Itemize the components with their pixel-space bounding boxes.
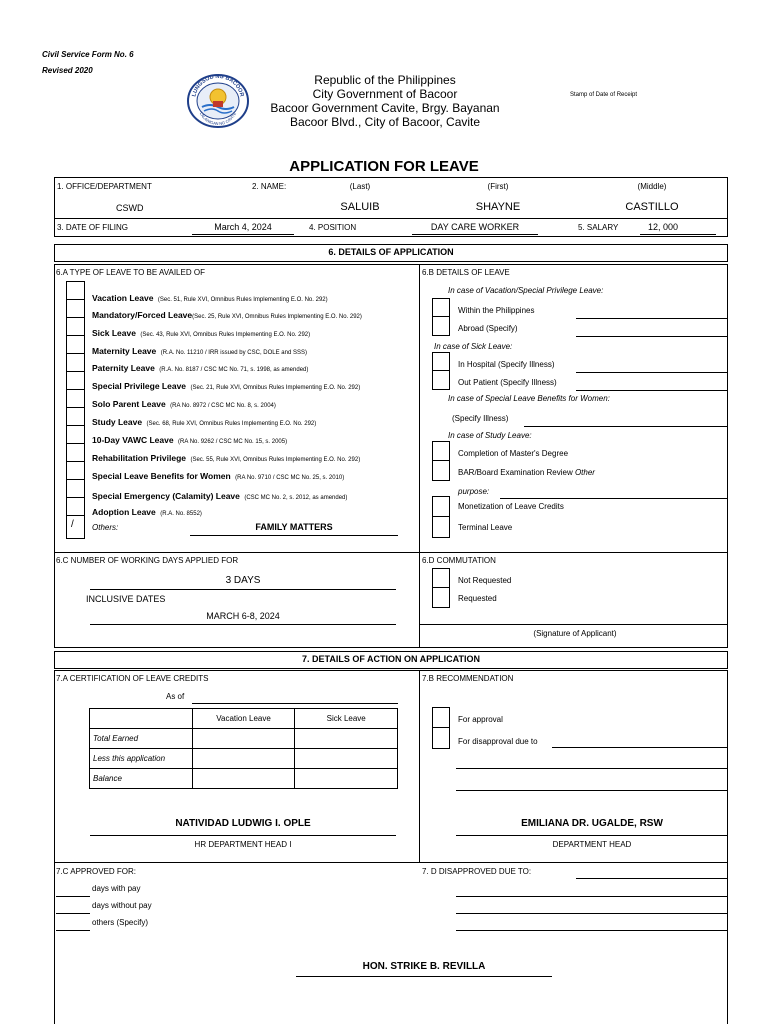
for-disapproval-label: For disapproval due to	[458, 737, 538, 746]
row-label-balance: Balance	[90, 769, 193, 789]
vacation-heading: In case of Vacation/Special Privilege Leave:	[448, 286, 604, 295]
leave-type-item: Mandatory/Forced Leave(Sec. 25, Rule XVI, Omnibus Rules Implementing E.O. No. 292)	[92, 310, 362, 320]
section6-title: 6. DETAILS OF APPLICATION	[328, 247, 454, 257]
location-checkbox-group[interactable]	[432, 298, 450, 336]
leave-type-checkbox[interactable]	[67, 282, 84, 300]
salary-value: 12, 000	[648, 222, 679, 232]
leave-type-checkbox[interactable]	[67, 354, 84, 372]
leave-credits-table	[89, 708, 398, 789]
table-cell[interactable]	[192, 729, 295, 749]
disapproval-line	[552, 747, 728, 748]
table-cell[interactable]	[192, 749, 295, 769]
leave-type-item: Special Leave Benefits for Women (RA No. 9710 / CSC MC No. 25, s. 2010)	[92, 471, 345, 481]
recommendation-label: 7.B RECOMMENDATION	[422, 674, 514, 683]
masters-checkbox[interactable]	[433, 442, 449, 461]
others-specify-label: others (Specify)	[92, 918, 149, 927]
position-label: 4. POSITION	[309, 223, 357, 232]
seal-text-bottom: LALAWIGAN NG CAVITE	[198, 111, 238, 127]
bar-review-checkbox[interactable]	[433, 461, 449, 480]
seal-text-top: LUNGSOD NG BACOOR	[191, 73, 245, 98]
last-name-label: (Last)	[349, 182, 371, 191]
salary-underline	[640, 234, 716, 235]
for-approval-checkbox[interactable]	[433, 708, 449, 728]
salary-label: 5. SALARY	[578, 223, 619, 232]
leave-type-checkbox[interactable]	[67, 372, 84, 390]
women-line	[524, 426, 728, 427]
purpose-label: purpose:	[458, 487, 490, 496]
for-disapproval-checkbox[interactable]	[433, 728, 449, 748]
mayor-name: HON. STRIKE B. REVILLA	[362, 961, 486, 972]
purpose-checkbox-group[interactable]	[432, 496, 450, 538]
government-header	[255, 73, 515, 129]
leave-type-checkbox[interactable]	[67, 336, 84, 354]
gov-line-3: Bacoor Government Cavite, Brgy. Bayanan	[270, 101, 500, 115]
leave-type-item: Vacation Leave (Sec. 51, Rule XVI, Omnibus Rules Implementing E.O. No. 292)	[92, 293, 328, 303]
disapproved-line-4	[456, 930, 728, 931]
leave-type-item: Special Privilege Leave (Sec. 21, Rule XVI, Omnibus Rules Implementing E.O. No. 292)	[92, 381, 361, 391]
sick-leave-header: Sick Leave	[295, 709, 398, 729]
table-row	[90, 769, 398, 789]
not-requested-label: Not Requested	[458, 576, 512, 585]
leave-credits-label: 7.A CERTIFICATION OF LEAVE CREDITS	[56, 674, 209, 683]
stamp-label: Stamp of Date of Receipt	[570, 92, 638, 98]
office-value: CSWD	[116, 203, 144, 213]
city-seal-logo	[186, 73, 250, 129]
requested-checkbox[interactable]	[433, 588, 449, 607]
leave-type-checkbox[interactable]	[67, 408, 84, 426]
form-number: Civil Service Form No. 6	[42, 50, 134, 59]
section6-row-divider	[54, 552, 728, 553]
monetization-label: Monetization of Leave Credits	[458, 502, 564, 511]
specify-illness-label: (Specify Illness)	[452, 414, 509, 423]
requested-label: Requested	[458, 594, 497, 603]
hospital-line	[576, 372, 728, 373]
leave-type-item: Special Emergency (Calamity) Leave (CSC MC No. 2, s. 2012, as amended)	[92, 491, 348, 501]
table-cell[interactable]	[295, 729, 398, 749]
hr-signature-line	[90, 835, 396, 836]
days-with-pay-label: days with pay	[92, 884, 141, 893]
disapproved-line-1	[576, 878, 728, 879]
out-patient-checkbox[interactable]	[433, 371, 449, 389]
others-checkmark: /	[71, 519, 74, 530]
inclusive-dates-underline	[90, 624, 396, 625]
leave-type-item: Adoption Leave (R.A. No. 8552)	[92, 507, 202, 517]
leave-type-item: Paternity Leave (R.A. No. 8187 / CSC MC No. 71, s. 1998, as amended)	[92, 363, 309, 373]
disapproved-due-to-label: 7. D DISAPPROVED DUE TO:	[422, 867, 532, 876]
mayor-signature-line	[296, 976, 552, 977]
monetization-checkbox[interactable]	[433, 497, 449, 517]
leave-type-item: 10-Day VAWC Leave (RA No. 9262 / CSC MC No. 15, s. 2005)	[92, 435, 288, 445]
section7-row-divider	[54, 862, 728, 863]
working-days-underline	[90, 589, 396, 590]
signature-divider	[419, 624, 728, 625]
others-underline	[190, 535, 398, 536]
office-label: 1. OFFICE/DEPARTMENT	[57, 182, 152, 191]
days-with-pay-line[interactable]	[56, 896, 90, 897]
disapproved-line-3	[456, 913, 728, 914]
terminal-leave-checkbox[interactable]	[433, 517, 449, 537]
department-head-name: EMILIANA DR. UGALDE, RSW	[521, 818, 663, 829]
masters-label: Completion of Master's Degree	[458, 449, 569, 458]
outpatient-line	[576, 390, 728, 391]
abroad-line	[576, 336, 728, 337]
disapproval-line-2	[456, 768, 728, 769]
inclusive-dates-value[interactable]: MARCH 6-8, 2024	[206, 611, 280, 621]
recommendation-checkbox-group[interactable]	[432, 707, 450, 749]
for-approval-label: For approval	[458, 715, 503, 724]
date-of-filing-value: March 4, 2024	[214, 222, 272, 232]
details-of-leave-label: 6.B DETAILS OF LEAVE	[422, 268, 510, 277]
disapproved-line-2	[456, 896, 728, 897]
hr-head-title: HR DEPARTMENT HEAD I	[194, 840, 292, 849]
table-row	[90, 749, 398, 769]
leave-type-checkbox[interactable]	[67, 300, 84, 318]
table-cell[interactable]	[192, 769, 295, 789]
disapproval-line-3	[456, 790, 728, 791]
form-revision: Revised 2020	[42, 66, 93, 75]
abroad-label: Abroad (Specify)	[458, 324, 518, 333]
out-patient-label: Out Patient (Specify Illness)	[458, 378, 557, 387]
row-label-total-earned: Total Earned	[90, 729, 193, 749]
leave-type-item: Rehabilitation Privilege (Sec. 55, Rule XVI, Omnibus Rules Implementing E.O. No. 292)	[92, 453, 361, 463]
type-of-leave-label: 6.A TYPE OF LEAVE TO BE AVAILED OF	[56, 268, 205, 277]
within-philippines-label: Within the Philippines	[458, 306, 535, 315]
first-name-label: (First)	[487, 182, 509, 191]
gov-line-1: Republic of the Philippines	[314, 73, 456, 87]
as-of-line	[192, 703, 398, 704]
others-label: Others:	[92, 523, 119, 532]
others-value[interactable]: FAMILY MATTERS	[255, 522, 333, 532]
leave-type-checkbox[interactable]	[67, 444, 84, 462]
abroad-checkbox[interactable]	[433, 317, 449, 335]
leave-type-checkbox[interactable]	[67, 390, 84, 408]
date-of-filing-label: 3. DATE OF FILING	[57, 223, 128, 232]
in-hospital-checkbox[interactable]	[433, 353, 449, 371]
department-head-title: DEPARTMENT HEAD	[552, 840, 632, 849]
purpose-line	[500, 498, 728, 499]
form-title: APPLICATION FOR LEAVE	[289, 158, 479, 175]
within-philippines-checkbox[interactable]	[433, 299, 449, 317]
table-row	[90, 729, 398, 749]
section7-title: 7. DETAILS OF ACTION ON APPLICATION	[301, 654, 480, 664]
in-hospital-label: In Hospital (Specify Illness)	[458, 360, 555, 369]
working-days-label: 6.C NUMBER OF WORKING DAYS APPLIED FOR	[56, 556, 239, 565]
divider	[54, 218, 728, 219]
others-specify-line[interactable]	[56, 930, 90, 931]
middle-name-label: (Middle)	[637, 182, 667, 191]
leave-type-item: Study Leave (Sec. 68, Rule XVI, Omnibus Rules Implementing E.O. No. 292)	[92, 417, 317, 427]
position-underline	[412, 234, 538, 235]
leave-type-item: Sick Leave (Sec. 43, Rule XVI, Omnibus Rules Implementing E.O. No. 292)	[92, 328, 311, 338]
leave-type-checkbox[interactable]	[67, 480, 84, 498]
bar-review-label: BAR/Board Examination Review Other	[458, 468, 595, 477]
not-requested-checkbox[interactable]	[433, 569, 449, 588]
leave-type-checkbox-others[interactable]	[67, 516, 84, 538]
days-without-pay-line[interactable]	[56, 913, 90, 914]
women-heading: In case of Special Leave Benefits for Women:	[448, 394, 610, 403]
commutation-label: 6.D COMMUTATION	[422, 556, 496, 565]
working-days-value[interactable]: 3 DAYS	[225, 575, 261, 586]
dept-signature-line	[456, 835, 728, 836]
table-corner-cell	[90, 709, 193, 729]
vacation-leave-header: Vacation Leave	[192, 709, 295, 729]
leave-type-item: Solo Parent Leave (RA No. 8972 / CSC MC No. 8, s. 2004)	[92, 399, 276, 409]
leave-type-checkbox-group[interactable]	[66, 281, 85, 539]
approved-for-label: 7.C APPROVED FOR:	[56, 867, 137, 876]
signature-of-applicant-label: (Signature of Applicant)	[533, 629, 617, 638]
section6-divider	[419, 264, 420, 648]
name-label: 2. NAME:	[252, 182, 287, 191]
last-name-value: SALUIB	[340, 201, 380, 213]
leave-type-checkbox[interactable]	[67, 318, 84, 336]
inclusive-dates-label: INCLUSIVE DATES	[86, 594, 166, 604]
gov-line-2: City Government of Bacoor	[312, 87, 458, 101]
table-cell[interactable]	[295, 749, 398, 769]
commutation-checkbox-group[interactable]	[432, 568, 450, 608]
as-of-label: As of	[166, 692, 185, 701]
study-heading: In case of Study Leave:	[448, 431, 532, 440]
middle-name-value: CASTILLO	[625, 201, 679, 213]
table-cell[interactable]	[295, 769, 398, 789]
days-without-pay-label: days without pay	[92, 901, 152, 910]
row-label-less-this-application: Less this application	[90, 749, 193, 769]
leave-type-checkbox[interactable]	[67, 498, 84, 516]
section7-divider	[419, 670, 420, 862]
sick-checkbox-group[interactable]	[432, 352, 450, 390]
study-checkbox-group[interactable]	[432, 441, 450, 481]
leave-type-checkbox[interactable]	[67, 426, 84, 444]
position-value: DAY CARE WORKER	[430, 222, 520, 232]
within-line	[576, 318, 728, 319]
leave-type-item: Maternity Leave (R.A. No. 11210 / IRR issued by CSC, DOLE and SSS)	[92, 346, 307, 356]
hr-head-name: NATIVIDAD LUDWIG I. OPLE	[175, 818, 311, 829]
sick-heading: In case of Sick Leave:	[434, 342, 513, 351]
leave-type-checkbox[interactable]	[67, 462, 84, 480]
date-underline	[192, 234, 294, 235]
first-name-value: SHAYNE	[475, 201, 521, 213]
terminal-leave-label: Terminal Leave	[458, 523, 513, 532]
gov-line-4: Bacoor Blvd., City of Bacoor, Cavite	[289, 115, 481, 129]
